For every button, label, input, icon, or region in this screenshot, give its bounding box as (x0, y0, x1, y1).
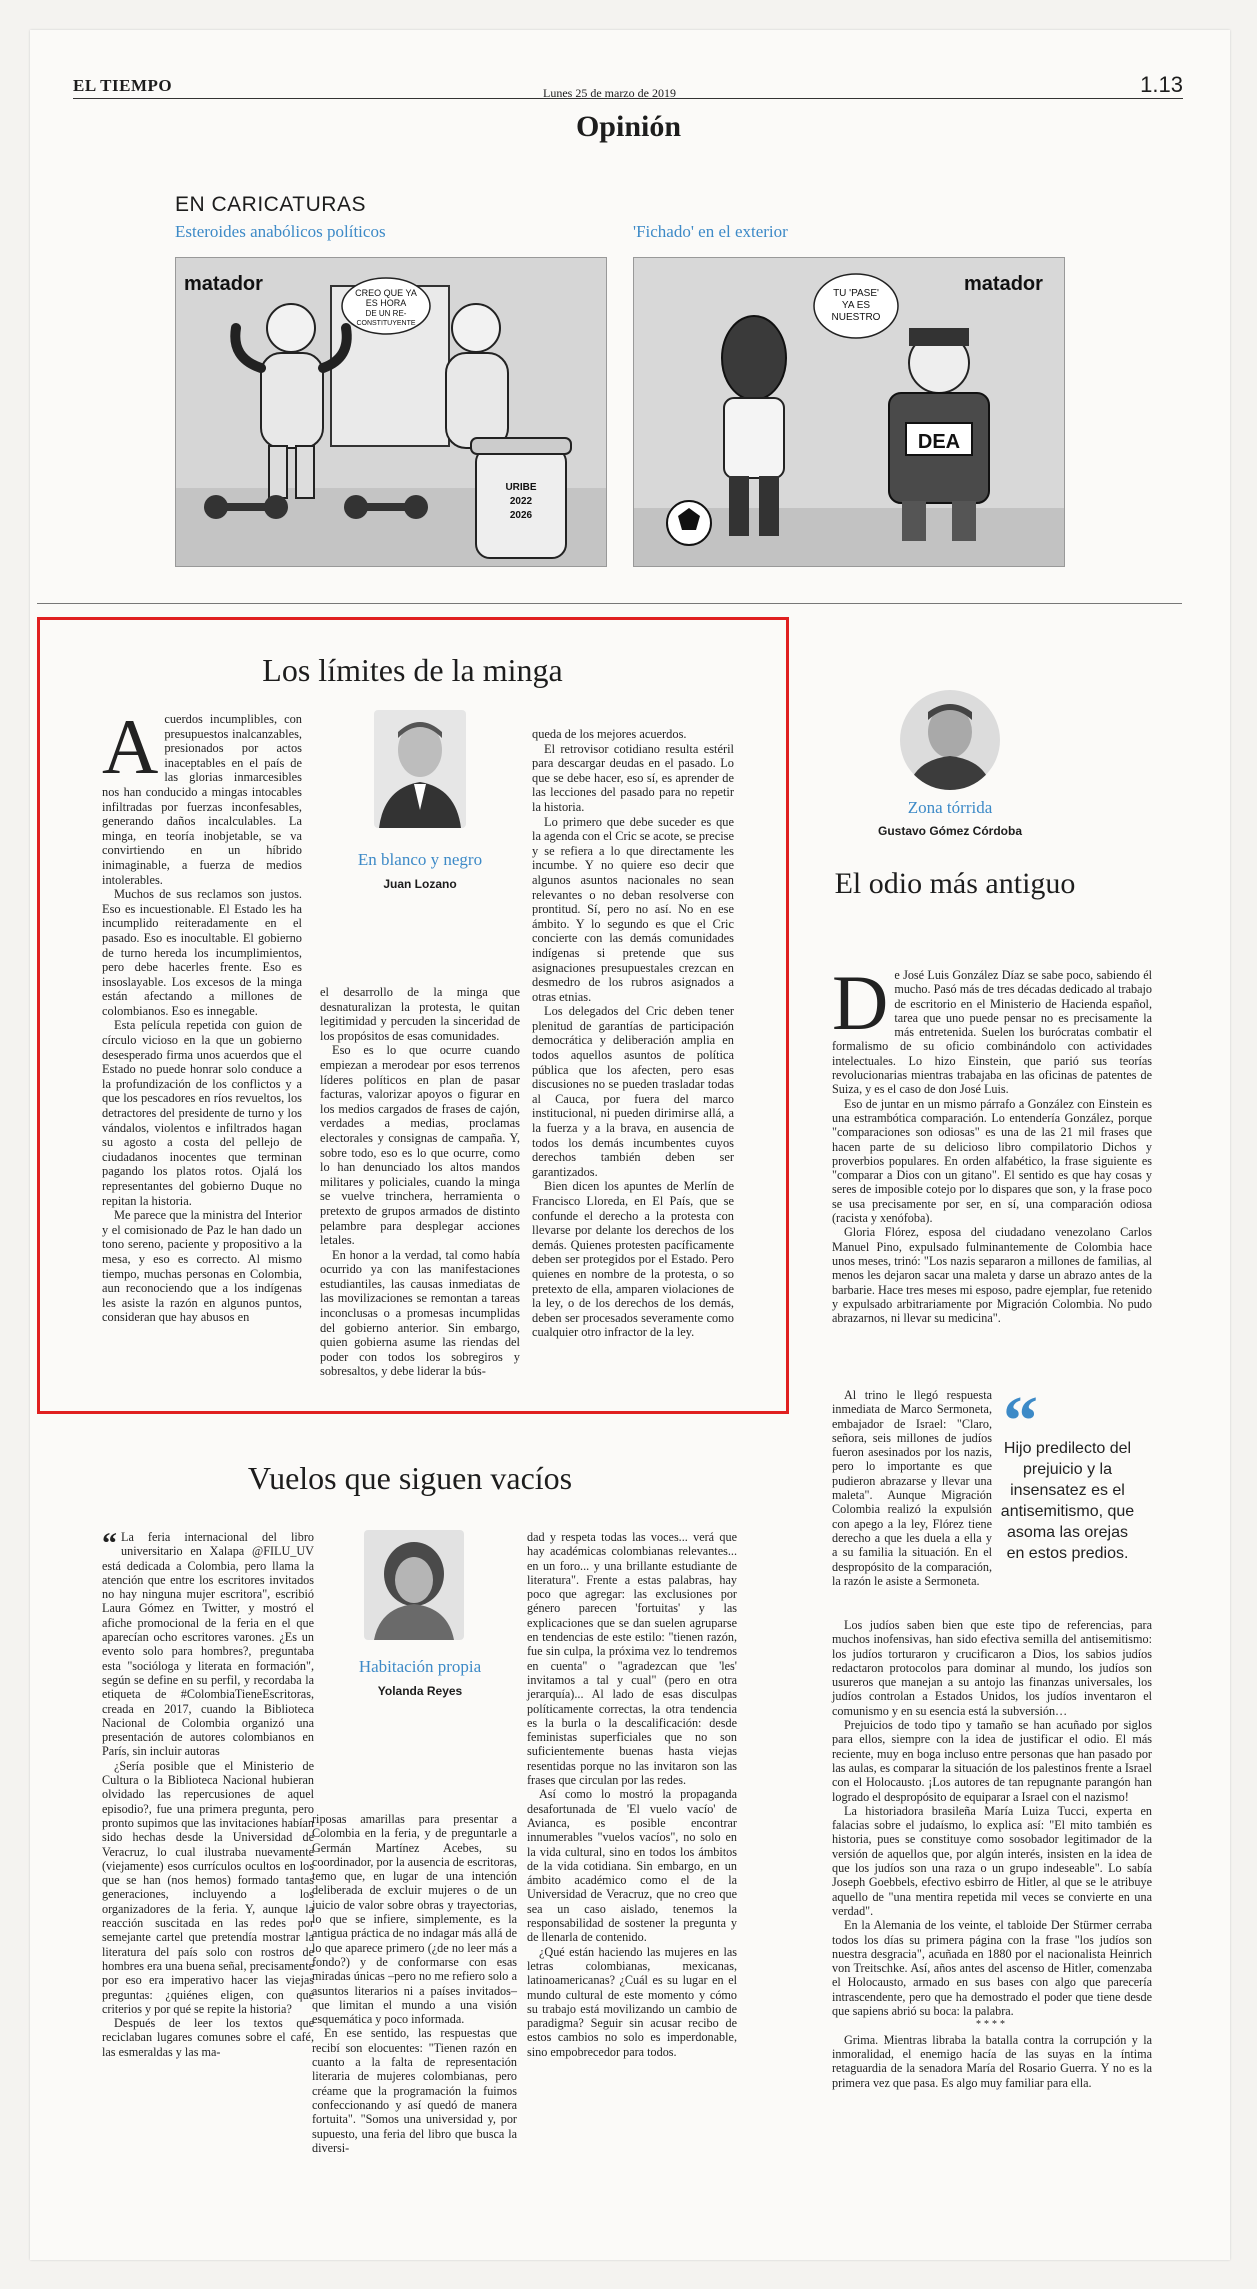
article2-paragraph: Los judíos saben bien que este tipo de referencias, para muchos inofensivas, han sido efectiva semilla del antisemitismo: los judíos torturaron y crucificaron a Dios, los sabios judíos redactaron protocolos para dominar al mundo, los judíos son usureros que manejan a su antojo las finanzas universales, los judíos controlan a Estados Unidos, los judíos inventaron el comunismo y en su esencia está la subversión… (832, 1618, 1152, 1718)
article3-paragraph: ¿Sería posible que el Ministerio de Cultura o la Biblioteca Nacional hubieran olvidado las repercusiones de aquel episodio?, fue una primera pregunta, pero pronto supimos que las invitaciones habían sido hechas desde la Universidad de Veracruz, lo cual ilustraba nuevamente (viejamente) esos currículos ocultos en los que se han (nos hemos) formado tantas generaciones, incluyendo a los organizadores de la feria. Y, aunque la reacción suscitada en las redes por semejante cartel que pretendía mostrar la literatura del país solo con rostros de hombres era una buena señal, precisamente por eso era imperativo hacer las viejas preguntas: ¿quiénes eligen, con qué criterios y por qué se repite la historia? (102, 1758, 314, 2016)
article2-closing: Grima. Mientras libraba la batalla contra la corrupción y la inmoralidad, el enemigo hacía de las suyas en la íntima retaguardia de la senadora María del Rosario Guerra. Y no es la primera vez que pasa. Es algo muy familiar para ella. (832, 2032, 1152, 2090)
separator-stars: **** (976, 2019, 1008, 2031)
article2-paragraph: La historiadora brasileña María Luiza Tucci, experta en falacias sobre el judaísmo, lo explica así: "El mito también es historia, pues se constituye como sosobador legitimador de la versión de aquellos que, por algún interés, insisten en la idea de que los judíos son una raza o un grupo indeseable". Lo sabía Joseph Goebbels, efectivo esbirro de Hitler, al que se le atribuye aquello de "una mentira repetida mil veces se convierte en una verdad". (832, 1803, 1152, 1918)
page-number: 1.13 (1140, 72, 1183, 97)
article3-paragraph: En ese sentido, las respuestas que recibí son elocuentes: "Tienen razón en cuanto a la falta de representación literaria de mujeres colombianas, pero créame que la programación la fuimos confeccionando y así quedó de manera fortuita". "Somos una universidad y, por supuesto, una feria del libro que busca la diversi- (312, 2026, 517, 2155)
cartoon-left-signature: matador (184, 273, 263, 295)
article1-col2 (320, 985, 520, 1379)
author-photo-gustavo-gomez (900, 690, 1000, 790)
article1-paragraph: queda de los mejores acuerdos. (532, 727, 687, 741)
article1-col3 (532, 727, 734, 1340)
article3-paragraph: dad y respeta todas las voces... verá que hay académicas colombianas relevantes... en un foro... y una brillante estudiante de literatura". Frente a estas palabras, hay poco que agregar: las exclusiones por género parecen 'fortuitas' y las explicaciones que se dan suelen agruparse en tendencias de este estilo: "tienen razón, fue sin culpa, la próxima vez lo tendremos en cuenta" o "agradezcan que 'les' invitamos a tal y cual" (pero en otra jerarquía)... Al lado de esas disculpas políticamente correctas, la otra tendencia es la burla o la descalificación: desde feministas superficiales que no son suficientemente buenas hasta viejas resentidas porque no las invitaron son las frases que circulan por las redes. (527, 1530, 737, 1788)
author-photo-yolanda-reyes (364, 1530, 464, 1640)
article3-paragraph: La feria internacional del libro universitario en Xalapa @FILU_UV está dedicada a Colombia, pero llama la atención que entre los escritores invitados no hay ninguna mujer escritora", escribió Laura Gómez en Twitter, y mostró el afiche promocional de la feria en el que aparecían ocho escritores varones. ¿Es un evento solo para hombres?, preguntaba esta "socióloga y literata en formación", según se define en su perfil, y recordaba la etiqueta de #ColombiaTieneEscritoras, creada en 2017, cuando la Biblioteca Nacional de Colombia organizó una presentación de autores colombianos en París, sin incluir autoras (102, 1530, 314, 1759)
article2-dropcap: D (832, 959, 889, 1046)
svg-text:NUESTRO: NUESTRO (831, 312, 881, 323)
article1-paragraph: Esta película repetida con guion de círculo vicioso en la que un gobierno desesperado firma unos acuerdos que el Estado no puede honrar solo conduce a la profundización de los conflictos y a que los pescadores en ríos revueltos, los detractores del presidente de turno y los vándalos, violentos e infiltrados hagan su agosto a costa del pellejo de ciudadanos inocentes que terminan pagando los platos rotos. Ojalá los representantes del gobierno Duque no repitan la historia. (102, 1018, 302, 1208)
article2-paragraph: Prejuicios de todo tipo y tamaño se han acuñado por siglos para ellos, siempre con la idea de justificar el odio. El más reciente, muy en boga incluso entre personas que han pasado por las aulas, es comparar la situación de los palestinos frente a Israel con el Holocausto. ¡Los autores de tan repugnante parangón han logrado el despropósito de equiparar a Israel con el nazismo! (832, 1718, 1152, 1804)
article2-paragraph: e José Luis González Díaz se sabe poco, sabiendo él mucho. Pasó más de tres décadas dedicado al trabajo de escritorio en el Ministerio de Hacienda español, tarea que uno puede pensar no es precisamente la más entretenida. Suelen los burócratas combatir el formalismo de su oficio combinándolo con actividades intelectuales. Lo hizo Einstein, que parió sus teorías revolucionarias mientras trabajaba en las oficinas de patentes de Suiza, y es el caso de don José Luis. (832, 968, 1152, 1097)
article3-column-name: Habitación propia (358, 1657, 482, 1676)
cartoon-left (175, 257, 607, 567)
article3-col3 (527, 1530, 737, 2059)
article1-column-name: En blanco y negro (357, 850, 483, 869)
article1-paragraph: el desarrollo de la minga que desnaturalizan la protesta, le quitan legitimidad y percuden la sinceridad de los propósitos de esas comunidades. (320, 985, 520, 1043)
article1-author: Juan Lozano (383, 877, 457, 891)
article1-paragraph: cuerdos incumplibles, con presupuestos inalcanzables, presionados por actos inaceptables en el país de las glorias inmarcesibles nos han conducido a mingas intocables infiltradas por fuerzas inconfesables, generando daños incalculables. La minga, en teoría inobjetable, se va convirtiendo en un híbrido inimaginable, a fuerza de medios intolerables. (102, 712, 302, 887)
article1-dropcap: A (102, 703, 159, 790)
svg-text:CONSTITUYENTE: CONSTITUYENTE (356, 320, 416, 327)
article1-title: Los límites de la minga (262, 652, 563, 688)
issue-date: Lunes 25 de marzo de 2019 (543, 86, 676, 100)
article2-title: El odio más antiguo (834, 867, 1076, 900)
article3-paragraph: Después de leer los textos que reciclaban lugares comunes sobre el café, las esmeraldas y las ma- (102, 2016, 314, 2059)
section-title: Opinión (575, 110, 682, 143)
article2-paragraph: En la Alemania de los veinte, el tabloide Der Stürmer cerraba todos los días su primera página con la frase "los judíos son nuestra desgracia", acuñada en 1880 por el nacionalista Heinrich von Treitschke. Así, años antes del ascenso de Hitler, comenzaba el Holocausto, armado en sus bases con algo que parecería intrascendente, pero que ha demostrado el poder que tiene desde que sapiens abrió su boca: la palabra. (832, 1918, 1152, 2019)
article2-column-name: Zona tórrida (907, 798, 993, 817)
article2-paragraph: Gloria Flórez, esposa del ciudadano venezolano Carlos Manuel Pino, expulsado fulminantemente de Colombia hace unos meses, trinó: "Los nazis separaron a millones de familias, al menos les dejaron sacar una maleta y darse un abrazo antes de la barbarie. Hace tres meses mi esposo, padre ejemplar, fue retenido y expulsado arbitrariamente por Migración Colombia. No pudo abrazarnos, ni llevar su medicina". (832, 1225, 1152, 1326)
article1-col1 (102, 703, 302, 1325)
article3-author: Yolanda Reyes (377, 1684, 463, 1698)
caricatures-heading: EN CARICATURAS (175, 193, 366, 216)
article2-author: Gustavo Gómez Córdoba (877, 824, 1023, 838)
article1-paragraph: Los delegados del Cric deben tener plenitud de garantías de participación democrática y deliberación amplia en todos aquellos asuntos de política pública que los afecten, pero esas discusiones no se pueden trasladar todas al Cauca, por fuera del marco institucional, ni pueden dirimirse allá, a la fuerza y a la brava, en ausencia de todos los demás incumbentes cuyos derechos también deben ser garantizados. (532, 1004, 734, 1179)
figure-head (267, 304, 315, 352)
open-quote-icon: “ (102, 1527, 117, 1560)
svg-text:2022: 2022 (509, 496, 533, 507)
article1-paragraph: Lo primero que debe suceder es que la agenda con el Cric se acote, se precise y se refiera a lo que directamente les incumbe. Y no quiere eso decir que algunos asuntos nacionales no sean relevantes o no deban resolverse con prontitud. Sí, pero no así. No en ese ámbito. Y lo segundo es que el Cric concierte con las demás comunidades indígenas si pretende que sus asignaciones presupuestales crezcan en desmedro de los rubros asignados a otras etnias. (532, 814, 734, 1004)
section-divider (37, 603, 1182, 604)
article3-col1 (102, 1527, 314, 2059)
svg-text:CREO QUE YA: CREO QUE YA (355, 288, 417, 298)
cartoon-right-signature: matador (964, 273, 1043, 295)
article3-paragraph: Así como lo mostró la propaganda desafortunada de 'El vuelo vacío' de Avianca, es posible encontrar innumerables "vuelos vacíos", no solo en la vida cultural, sino en todos los ámbitos de la vida cotidiana. Sin embargo, en un ámbito académico como el de la Universidad de Veracruz, que no creo que sea un caso aislado, tenemos la responsabilidad de sostener la pregunta y de llenarla de contenido. (527, 1787, 737, 1945)
publication-name: EL TIEMPO (73, 76, 173, 95)
page-header (73, 72, 1183, 102)
pull-quote: Hijo predilecto del prejuicio y la insensatez es el antisemitismo, que asoma las orejas en estos predios. (1000, 1440, 1135, 1562)
svg-text:ES HORA: ES HORA (365, 298, 407, 308)
cartoon-right (633, 257, 1065, 567)
article3-col2 (312, 1812, 517, 2155)
article1-paragraph: El retrovisor cotidiano resulta estéril para descargar deudas en el pasado. Lo que se debe hacer, eso sí, es aprender de las lecciones del pasado para no repetir la historia. (532, 741, 734, 814)
article2-col-top (832, 959, 1152, 1326)
svg-text:2026: 2026 (509, 510, 533, 521)
article1-paragraph: Muchos de sus reclamos son justos. Eso es incuestionable. El Estado les ha incumplido reiteradamente en el pasado. Eso es inocultable. El gobierno de turno hereda los incumplimientos, pero debe hacerles frente. Eso es insoslayable. Los excesos de la minga están afectando a millones de colombianos. Eso es innegable. (102, 887, 302, 1018)
svg-text:YA ES: YA ES (841, 300, 871, 311)
author-photo-juan-lozano (374, 710, 466, 828)
article1-paragraph: En honor a la verdad, tal como había ocurrido ya con las manifestaciones estudiantiles, las causas inmediatas de las movilizaciones se remontan a tareas inconclusas o a promesas incumplidas del gobierno anterior. Sin embargo, quien gobierna asume las riendas del poder con todos los sobregiros y sobresaltos, y debe liderar la bús- (320, 1247, 520, 1379)
article3-paragraph: ¿Qué están haciendo las mujeres en las letras colombianas, mexicanas, latinoamericanas? ¿Cuál es su lugar en el mundo cultural de este momento y cómo su trabajo está movilizando un cambio de paradigma? Seguir sin acusar recibo de estos cambios no solo es imperdonable, sino empobrecedor para todos. (527, 1944, 737, 2059)
player-head (722, 316, 786, 400)
article3-title: Vuelos que siguen vacíos (247, 1460, 573, 1496)
svg-text:TU 'PASE': TU 'PASE' (833, 288, 879, 299)
article3-paragraph: riposas amarillas para presentar a Colombia en la feria, y de preguntarle a Germán Martínez Acebes, su coordinador, por la ausencia de escritoras, temo que, en lugar de una intención deliberada de excluir mujeres o de un juicio de valor sobre obras y trayectorias, lo que se infiere, simplemente, es la antigua práctica de no indagar más allá de lo que aparece primero (¿de no leer más a fondo?) y de conformarse con esas miradas únicas –pero no me refiero solo a asuntos literarios ni a países invitados– que limitan el mundo a una visión esquemática y poco informada. (312, 1812, 517, 2027)
article2-paragraph: Eso de juntar en un mismo párrafo a González con Einstein es una estrambótica comparación. Lo entendería González, porque "comparaciones son odiosas" es una de las 21 mil frases que hacen parte de su delicioso libro compilatorio Dichos y proverbios populares. En orden alfabético, la frase siguiente es "comparar a Dios con un gitano". El sentido es que hay cosas y seres de imposible cotejo por lo dispares que son, y la frase poco se usa precisamente por ser, en sí, una comparación odiosa (racista y xenófoba). (832, 1096, 1152, 1226)
article1-paragraph: Bien dicen los apuntes de Merlín de Francisco Lloreda, en El País, que se confunde el derecho a la protesta con llevarse por delante los derechos de los demás. Quienes protesten pacíficamente deben ser protegidos por el Estado. Pero quienes en nombre de la protesta, o so pretexto de ella, amparen violaciones de la ley, o de los derechos de los demás, deben ser procesados severamente como cualquier otro infractor de la ley. (532, 1179, 734, 1340)
header-rule (73, 98, 1183, 99)
svg-text:DE UN RE-: DE UN RE- (365, 309, 407, 318)
svg-text:URIBE: URIBE (505, 482, 537, 493)
cartoon-right-caption: 'Fichado' en el exterior (633, 222, 788, 241)
article2-col-bottom (832, 1618, 1152, 2090)
dea-badge: DEA (917, 431, 961, 453)
article1-paragraph: Eso es lo que ocurre cuando empiezan a merodear por esos terrenos líderes políticos en plan de pasar facturas, valorizar apoyos o figurar en los medios cargados de frases de cajón, verdades a medias, proclamas electorales y consignas de campaña. Y, sobre todo, eso es lo que ocurre, como lo han denunciado los altos mandos militares y policiales, cuando la minga se vuelve trinchera, herramienta o pretexto de grupos armados de distinto pelambre para desplegar acciones letales. (320, 1043, 520, 1248)
article2-col-narrow (832, 1388, 992, 1588)
quote-mark-icon: “ (1003, 1383, 1038, 1460)
article2-paragraph: Al trino le llegó respuesta inmediata de Marco Sermoneta, embajador de Israel: "Claro, señora, seis millones de judíos fueron asesinados por los nazis, pero lo importante es que pudieron abrazarse y llevar una maleta". Aunque Migración Colombia realizó la expulsión con apego a la ley, Flórez tiene derecho a que les duela a ella y a su familia la situación. En el despropósito de la comparación, la razón le asiste a Sermoneta. (832, 1388, 992, 1588)
cartoon-left-caption: Esteroides anabólicos políticos (175, 222, 386, 241)
article1-paragraph: Me parece que la ministra del Interior y el comisionado de Paz le han dado un tono sereno, paciente y propositivo a la mesa, y eso es correcto. Al mismo tiempo, muchas personas en Colombia, aun reconociendo que a los indígenas les asiste la razón en algunos puntos, consideran que hay abusos en (102, 1208, 302, 1325)
